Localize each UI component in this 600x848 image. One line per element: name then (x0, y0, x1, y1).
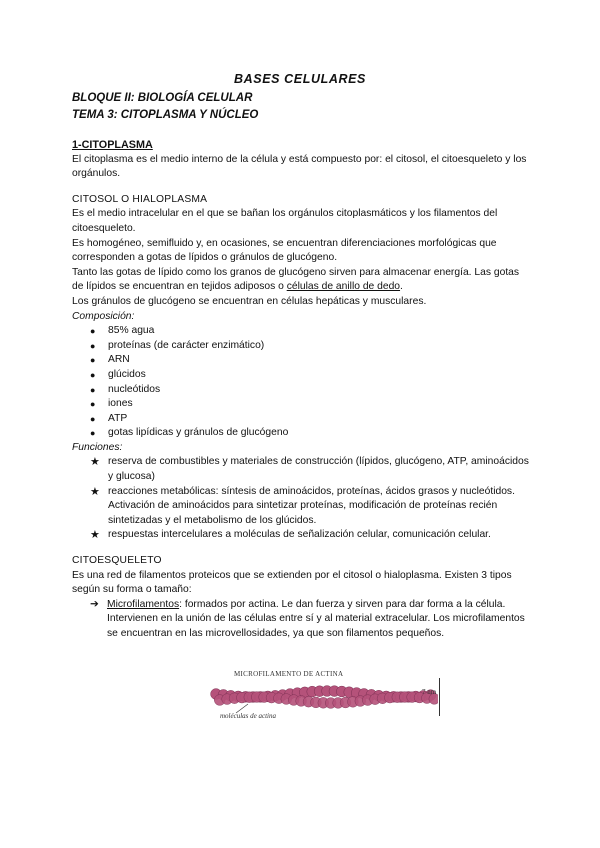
block-heading: BLOQUE II: BIOLOGÍA CELULAR (72, 92, 253, 104)
bullet-dot-icon: ● (90, 399, 96, 410)
bullet-dot-icon: ● (90, 326, 96, 337)
list-item: ● proteínas (de carácter enzimático) (90, 339, 532, 354)
functions-label-text: Funciones (72, 441, 120, 453)
composition-label: Composición: (72, 310, 135, 322)
citoesqueleto-types-list (72, 598, 532, 642)
actin-filament-illustration (208, 680, 438, 714)
list-item: ● ARN (90, 353, 532, 368)
functions-list (72, 455, 532, 543)
anillo-de-dedo-link: células de anillo de dedo (286, 281, 401, 293)
list-item: ● ATP (90, 412, 532, 427)
composition-list (72, 324, 532, 441)
citosol-paragraph-1: Es el medio intracelular en el que se bañan los orgánulos citoplasmáticos y los filamentos del citoesqueleto. (72, 208, 498, 234)
topic-heading: TEMA 3: CITOPLASMA Y NÚCLEO (72, 109, 259, 121)
list-item: ● gotas lipídicas y gránulos de glucógeno (90, 426, 532, 441)
list-item: ● iones (90, 397, 532, 412)
list-item: ● glúcidos (90, 368, 532, 383)
bullet-arrow-icon: ➔ (90, 598, 99, 610)
citosol-paragraph-4: Los gránulos de glucógeno se encuentran en células hepáticas y musculares. (72, 295, 427, 307)
list-item: ★ reacciones metabólicas: síntesis de aminoácidos, proteínas, ácidos grasos y nucleótidos. Activación de aminoácidos para sintetizar proteínas, modificación de proteínas recién sintetizadas y el metabolismo de los glúcidos. (90, 485, 515, 526)
composition-label-text: Composición (72, 310, 132, 322)
figure-caption: moléculas de actina (220, 712, 276, 720)
citosol-paragraph-2: Es homogéneo, semifluido y, en ocasiones, se encuentran diferenciaciones morfológicas que corresponden a gotas de lípidos o gránulos de glucógeno. (72, 237, 497, 264)
bullet-star-icon: ★ (90, 485, 100, 498)
bullet-dot-icon: ● (90, 355, 96, 366)
section-heading-citoesqueleto: CITOESQUELETO (72, 555, 162, 567)
bullet-dot-icon: ● (90, 413, 96, 424)
list-item: ★ reserva de combustibles y materiales de construcción (lípidos, glucógeno, ATP, aminoácidos y glucosa) (90, 456, 529, 483)
section-heading-citoplasma: 1-CITOPLASMA (72, 139, 153, 151)
citoesqueleto-intro: Es una red de filamentos proteicos que se extienden por el citosol o hialoplasma. Existen 3 tipos según su forma o tamaño: (72, 569, 512, 596)
figure-title: MICROFILAMENTO DE ACTINA (234, 670, 344, 678)
size-label: 7 nm (422, 688, 437, 696)
bullet-dot-icon: ● (90, 369, 96, 380)
document-body (72, 138, 532, 642)
bullet-star-icon: ★ (90, 529, 100, 542)
bullet-star-icon: ★ (90, 456, 100, 469)
section-heading-citosol: CITOSOL O HIALOPLASMA (72, 193, 208, 205)
citosol-paragraph-3-end: . (400, 281, 403, 293)
size-bracket-line (439, 678, 440, 716)
document-title: BASES CELULARES (234, 72, 366, 86)
functions-label: Funciones: (72, 441, 123, 453)
citosol-paragraph-3-text: Tanto las gotas de lípido como los granos de glucógeno sirven para almacenar energía. Las gotas de lípidos se encuentran en tejidos adiposos o (72, 266, 520, 293)
bullet-dot-icon: ● (90, 340, 96, 351)
citoplasma-intro: El citoplasma es el medio interno de la célula y está compuesto por: el citosol, el citoesqueleto y los orgánulos. (72, 153, 527, 180)
list-item: ● 85% agua (90, 324, 532, 339)
list-item: ➔ Microfilamentos: formados por actina. Le dan fuerza y sirven para dar forma a la célula. Intervienen en la unión de las células entre sí y al material extracelular. Los microfilamentos se encuentran en las microvellosidades, ya que son filamentos pequeños. (90, 598, 525, 639)
list-item: ● nucleótidos (90, 383, 532, 398)
list-item: ★ respuestas intercelulares a moléculas de señalización celular, comunicación celular. (90, 529, 491, 542)
citosol-paragraph-3 (72, 266, 532, 295)
bullet-dot-icon: ● (90, 428, 96, 439)
actin-microfilament-figure (200, 668, 450, 728)
bullet-dot-icon: ● (90, 384, 96, 395)
microfilamentos-term: Microfilamentos (107, 598, 180, 610)
